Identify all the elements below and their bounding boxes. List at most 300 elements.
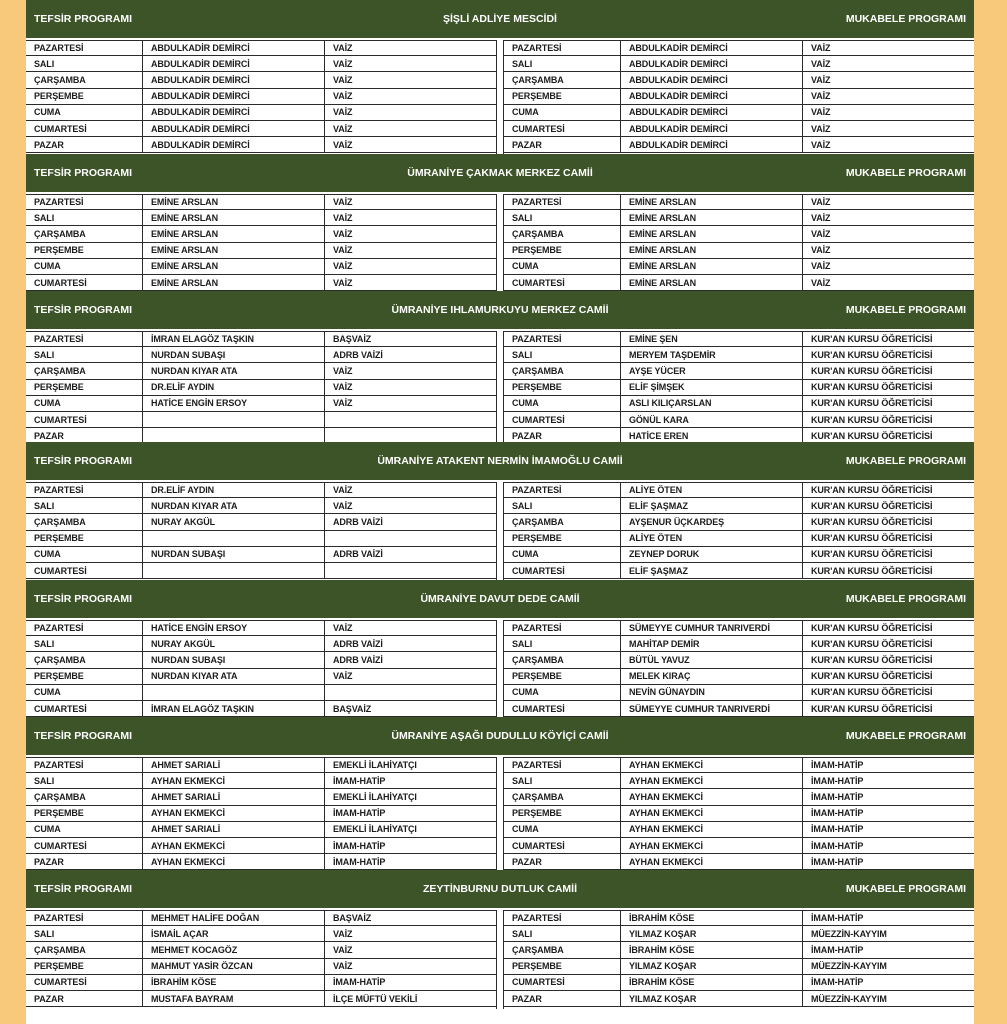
table-row — [26, 331, 496, 347]
table-row — [504, 636, 974, 652]
table-row — [504, 259, 974, 275]
title-cell — [325, 563, 496, 578]
name-cell: NEVİN GÜNAYDIN — [621, 685, 803, 700]
day-cell: PERŞEMBE — [26, 243, 143, 258]
day-cell: ÇARŞAMBA — [504, 226, 621, 241]
table-row — [504, 959, 974, 975]
name-cell — [143, 531, 325, 546]
title-cell: MÜEZZİN-KAYYIM — [811, 993, 887, 1004]
day-cell: PERŞEMBE — [504, 89, 621, 104]
table-row — [26, 226, 496, 242]
title-cell: VAİZ — [811, 107, 831, 118]
tefsir-table — [26, 620, 496, 717]
day-cell: CUMARTESİ — [504, 563, 621, 578]
day-cell: CUMARTESİ — [26, 121, 143, 136]
title-cell: VAİZ — [811, 91, 831, 102]
name-cell: ABDULKADİR DEMİRCİ — [621, 72, 803, 87]
column-divider — [496, 757, 504, 872]
column-divider — [496, 910, 504, 1009]
title-cell: KUR'AN KURSU ÖĞRETİCİSİ — [811, 365, 933, 376]
name-cell: ABDULKADİR DEMİRCİ — [621, 105, 803, 120]
table-row — [504, 363, 974, 379]
day-cell: ÇARŞAMBA — [504, 652, 621, 667]
title-cell: VAİZ — [333, 58, 353, 69]
table-row — [504, 275, 974, 291]
day-cell: PAZAR — [26, 854, 143, 869]
schedule-section — [26, 870, 974, 1009]
title-cell: KUR'AN KURSU ÖĞRETİCİSİ — [811, 430, 933, 441]
day-cell: PERŞEMBE — [26, 959, 143, 974]
table-row — [26, 854, 496, 870]
mosque-title: ÜMRANİYE ATAKENT NERMİN İMAMOĞLU CAMİİ — [377, 455, 623, 467]
table-row — [504, 531, 974, 547]
table-row — [26, 789, 496, 805]
table-row — [504, 991, 974, 1007]
table-row — [504, 910, 974, 926]
day-cell: SALI — [26, 926, 143, 941]
table-row — [26, 210, 496, 226]
day-cell: SALI — [26, 498, 143, 513]
name-cell: ABDULKADİR DEMİRCİ — [143, 105, 325, 120]
name-cell: NURAY AKGÜL — [143, 514, 325, 529]
day-cell: ÇARŞAMBA — [26, 652, 143, 667]
table-row — [26, 685, 496, 701]
schedule-section — [26, 291, 974, 446]
table-row — [26, 652, 496, 668]
title-cell: BAŞVAİZ — [333, 703, 372, 714]
title-cell: İLÇE MÜFTÜ VEKİLİ — [333, 993, 418, 1004]
name-cell: NURDAN KIYAR ATA — [143, 498, 325, 513]
title-cell: KUR'AN KURSU ÖĞRETİCİSİ — [811, 334, 933, 345]
day-cell: CUMARTESİ — [26, 563, 143, 578]
tefsir-program-label: TEFSİR PROGRAMI — [34, 730, 133, 742]
section-body — [26, 194, 974, 293]
tefsir-program-label: TEFSİR PROGRAMI — [34, 593, 133, 605]
table-row — [504, 926, 974, 942]
day-cell: CUMARTESİ — [26, 838, 143, 853]
schedule-section — [26, 154, 974, 293]
mukabele-table — [504, 194, 974, 291]
title-cell: İMAM-HATİP — [811, 760, 864, 771]
mukabele-table — [504, 757, 974, 870]
name-cell: EMİNE ARSLAN — [621, 226, 803, 241]
mukabele-table — [504, 910, 974, 1007]
mukabele-table — [504, 620, 974, 717]
name-cell: MERYEM TAŞDEMİR — [621, 347, 803, 362]
name-cell: HATİCE EREN — [621, 428, 803, 443]
day-cell: PERŞEMBE — [26, 380, 143, 395]
day-cell: ÇARŞAMBA — [504, 942, 621, 957]
table-row — [26, 412, 496, 428]
mosque-title: ÜMRANİYE DAVUT DEDE CAMİİ — [420, 593, 580, 605]
title-cell: EMEKLİ İLAHİYATÇI — [333, 791, 417, 802]
name-cell — [143, 563, 325, 578]
table-row — [26, 531, 496, 547]
day-cell: SALI — [26, 773, 143, 788]
column-divider — [496, 331, 504, 446]
schedule-document — [26, 0, 974, 1024]
title-cell: KUR'AN KURSU ÖĞRETİCİSİ — [811, 533, 933, 544]
title-cell: KUR'AN KURSU ÖĞRETİCİSİ — [811, 654, 933, 665]
table-row — [504, 620, 974, 636]
day-cell: PAZARTESİ — [26, 41, 143, 55]
title-cell: VAİZ — [333, 197, 353, 208]
name-cell: ABDULKADİR DEMİRCİ — [621, 121, 803, 136]
section-header — [26, 717, 974, 755]
column-divider — [496, 620, 504, 719]
name-cell: AHMET SARIALİ — [143, 758, 325, 772]
title-cell: KUR'AN KURSU ÖĞRETİCİSİ — [811, 687, 933, 698]
day-cell: ÇARŞAMBA — [26, 789, 143, 804]
table-row — [26, 547, 496, 563]
tefsir-table — [26, 40, 496, 153]
title-cell: KUR'AN KURSU ÖĞRETİCİSİ — [811, 565, 933, 576]
day-cell: PAZARTESİ — [504, 332, 621, 346]
section-header — [26, 442, 974, 480]
title-cell: VAİZ — [333, 91, 353, 102]
title-cell — [325, 412, 496, 427]
section-body — [26, 620, 974, 719]
name-cell: AYHAN EKMEKCİ — [621, 822, 803, 837]
section-header — [26, 870, 974, 908]
mosque-title: ÜMRANİYE AŞAĞI DUDULLU KÖYİÇİ CAMİİ — [391, 730, 609, 742]
table-row — [26, 275, 496, 291]
section-header — [26, 580, 974, 618]
title-cell: VAİZ — [333, 944, 353, 955]
tefsir-program-label: TEFSİR PROGRAMI — [34, 167, 133, 179]
name-cell: İBRAHİM KÖSE — [621, 942, 803, 957]
title-cell: VAİZ — [333, 398, 353, 409]
title-cell: KUR'AN KURSU ÖĞRETİCİSİ — [811, 703, 933, 714]
title-cell: VAİZ — [811, 245, 831, 256]
day-cell: ÇARŞAMBA — [504, 72, 621, 87]
name-cell: HATİCE ENGİN ERSOY — [143, 396, 325, 411]
table-row — [26, 838, 496, 854]
column-divider — [496, 482, 504, 581]
day-cell: PAZARTESİ — [26, 195, 143, 209]
day-cell: CUMA — [26, 547, 143, 562]
table-row — [504, 806, 974, 822]
day-cell: SALI — [504, 636, 621, 651]
table-row — [504, 194, 974, 210]
name-cell: HATİCE ENGİN ERSOY — [143, 621, 325, 635]
name-cell — [143, 412, 325, 427]
day-cell: CUMA — [504, 685, 621, 700]
day-cell: PERŞEMBE — [504, 243, 621, 258]
name-cell: AYHAN EKMEKCİ — [621, 789, 803, 804]
table-row — [26, 89, 496, 105]
title-cell: VAİZ — [333, 139, 353, 150]
name-cell: İBRAHİM KÖSE — [621, 911, 803, 925]
section-body — [26, 40, 974, 155]
day-cell: PAZARTESİ — [26, 911, 143, 925]
table-row — [26, 620, 496, 636]
day-cell: PAZARTESİ — [26, 758, 143, 772]
table-row — [26, 773, 496, 789]
title-cell: KUR'AN KURSU ÖĞRETİCİSİ — [811, 485, 933, 496]
mukabele-program-label: MUKABELE PROGRAMI — [845, 730, 966, 742]
day-cell: CUMARTESİ — [504, 412, 621, 427]
day-cell: PERŞEMBE — [26, 89, 143, 104]
table-row — [26, 105, 496, 121]
day-cell: SALI — [504, 498, 621, 513]
table-row — [504, 380, 974, 396]
title-cell: VAİZ — [333, 212, 353, 223]
day-cell: SALI — [26, 636, 143, 651]
day-cell: CUMARTESİ — [26, 275, 143, 290]
table-row — [504, 652, 974, 668]
title-cell: İMAM-HATİP — [811, 775, 864, 786]
day-cell: PAZAR — [504, 854, 621, 869]
column-divider — [496, 194, 504, 293]
name-cell: EMİNE ARSLAN — [143, 275, 325, 290]
name-cell: MELEK KIRAÇ — [621, 669, 803, 684]
title-cell: VAİZ — [333, 245, 353, 256]
day-cell: SALI — [26, 56, 143, 71]
day-cell: ÇARŞAMBA — [504, 514, 621, 529]
title-cell: VAİZ — [333, 961, 353, 972]
day-cell: PAZARTESİ — [504, 195, 621, 209]
title-cell: VAİZ — [333, 261, 353, 272]
title-cell: İMAM-HATİP — [811, 808, 864, 819]
name-cell: MEHMET KOCAGÖZ — [143, 942, 325, 957]
table-row — [504, 243, 974, 259]
title-cell: ADRB VAİZİ — [333, 638, 383, 649]
day-cell: CUMA — [26, 105, 143, 120]
day-cell: PAZAR — [504, 991, 621, 1006]
day-cell: PAZARTESİ — [26, 483, 143, 497]
table-row — [26, 757, 496, 773]
day-cell: ÇARŞAMBA — [26, 514, 143, 529]
title-cell: KUR'AN KURSU ÖĞRETİCİSİ — [811, 414, 933, 425]
day-cell: SALI — [26, 347, 143, 362]
title-cell: KUR'AN KURSU ÖĞRETİCİSİ — [811, 398, 933, 409]
name-cell: EMİNE ARSLAN — [621, 195, 803, 209]
title-cell: VAİZ — [811, 228, 831, 239]
day-cell: CUMA — [504, 547, 621, 562]
name-cell: ABDULKADİR DEMİRCİ — [621, 41, 803, 55]
table-row — [504, 331, 974, 347]
table-row — [26, 975, 496, 991]
day-cell: PAZARTESİ — [504, 621, 621, 635]
name-cell: AYHAN EKMEKCİ — [143, 854, 325, 869]
name-cell: MEHMET HALİFE DOĞAN — [143, 911, 325, 925]
day-cell: PERŞEMBE — [26, 669, 143, 684]
day-cell: ÇARŞAMBA — [26, 226, 143, 241]
table-row — [504, 226, 974, 242]
name-cell: AYŞE YÜCER — [621, 363, 803, 378]
day-cell: CUMARTESİ — [26, 975, 143, 990]
table-row — [26, 259, 496, 275]
name-cell: AHMET SARIALİ — [143, 789, 325, 804]
table-row — [26, 669, 496, 685]
table-row — [504, 757, 974, 773]
day-cell: CUMA — [504, 105, 621, 120]
name-cell: EMİNE ARSLAN — [621, 243, 803, 258]
title-cell: EMEKLİ İLAHİYATÇI — [333, 760, 417, 771]
table-row — [504, 822, 974, 838]
title-cell: VAİZ — [811, 277, 831, 288]
title-cell: İMAM-HATİP — [333, 856, 386, 867]
schedule-section — [26, 0, 974, 155]
mukabele-program-label: MUKABELE PROGRAMI — [845, 883, 966, 895]
table-row — [26, 347, 496, 363]
day-cell: ÇARŞAMBA — [26, 72, 143, 87]
day-cell: PAZARTESİ — [504, 483, 621, 497]
title-cell: KUR'AN KURSU ÖĞRETİCİSİ — [811, 500, 933, 511]
name-cell: SÜMEYYE CUMHUR TANRIVERDİ — [621, 621, 803, 635]
name-cell: GÖNÜL KARA — [621, 412, 803, 427]
name-cell: ALİYE ÖTEN — [621, 483, 803, 497]
title-cell: VAİZ — [333, 43, 353, 54]
name-cell — [143, 685, 325, 700]
name-cell: EMİNE ARSLAN — [621, 275, 803, 290]
day-cell: CUMA — [504, 259, 621, 274]
day-cell: CUMA — [504, 396, 621, 411]
table-row — [26, 991, 496, 1007]
schedule-section — [26, 580, 974, 719]
table-row — [26, 363, 496, 379]
name-cell: NURDAN KIYAR ATA — [143, 669, 325, 684]
table-row — [504, 838, 974, 854]
table-row — [504, 105, 974, 121]
table-row — [504, 121, 974, 137]
day-cell: SALI — [504, 56, 621, 71]
name-cell: EMİNE ARSLAN — [143, 259, 325, 274]
table-row — [26, 563, 496, 579]
name-cell: ABDULKADİR DEMİRCİ — [143, 137, 325, 152]
section-header — [26, 0, 974, 38]
name-cell: İBRAHİM KÖSE — [143, 975, 325, 990]
table-row — [26, 822, 496, 838]
table-row — [504, 773, 974, 789]
name-cell: EMİNE ARSLAN — [143, 243, 325, 258]
title-cell: KUR'AN KURSU ÖĞRETİCİSİ — [811, 516, 933, 527]
mukabele-table — [504, 331, 974, 444]
name-cell: AYHAN EKMEKCİ — [621, 854, 803, 869]
table-row — [26, 806, 496, 822]
day-cell: SALI — [26, 210, 143, 225]
name-cell: ABDULKADİR DEMİRCİ — [621, 89, 803, 104]
title-cell: VAİZ — [333, 928, 353, 939]
name-cell: MAHMUT YASİR ÖZCAN — [143, 959, 325, 974]
name-cell: ABDULKADİR DEMİRCİ — [143, 89, 325, 104]
mosque-title: ŞİŞLİ ADLİYE MESCİDİ — [443, 13, 557, 25]
title-cell: VAİZ — [811, 139, 831, 150]
day-cell: PERŞEMBE — [26, 806, 143, 821]
section-body — [26, 331, 974, 446]
tefsir-table — [26, 331, 496, 444]
table-row — [504, 685, 974, 701]
table-row — [504, 40, 974, 56]
title-cell: BAŞVAİZ — [333, 913, 372, 924]
name-cell: NURDAN SUBAŞI — [143, 547, 325, 562]
mukabele-program-label: MUKABELE PROGRAMI — [845, 455, 966, 467]
name-cell: ABDULKADİR DEMİRCİ — [143, 56, 325, 71]
title-cell: İMAM-HATİP — [811, 856, 864, 867]
title-cell — [325, 685, 496, 700]
title-cell: EMEKLİ İLAHİYATÇI — [333, 824, 417, 835]
title-cell: İMAM-HATİP — [811, 977, 864, 988]
day-cell: CUMA — [26, 396, 143, 411]
mukabele-program-label: MUKABELE PROGRAMI — [845, 13, 966, 25]
title-cell: VAİZ — [811, 58, 831, 69]
table-row — [504, 482, 974, 498]
tefsir-program-label: TEFSİR PROGRAMI — [34, 455, 133, 467]
day-cell: PERŞEMBE — [504, 806, 621, 821]
table-row — [504, 514, 974, 530]
title-cell — [325, 531, 496, 546]
title-cell: VAİZ — [811, 123, 831, 134]
table-row — [26, 56, 496, 72]
tefsir-program-label: TEFSİR PROGRAMI — [34, 13, 133, 25]
title-cell: VAİZ — [333, 382, 353, 393]
day-cell: PAZAR — [26, 428, 143, 443]
day-cell: CUMA — [504, 822, 621, 837]
day-cell: CUMA — [26, 685, 143, 700]
title-cell: KUR'AN KURSU ÖĞRETİCİSİ — [811, 671, 933, 682]
day-cell: PERŞEMBE — [504, 380, 621, 395]
tefsir-program-label: TEFSİR PROGRAMI — [34, 883, 133, 895]
table-row — [504, 347, 974, 363]
section-body — [26, 482, 974, 581]
title-cell: VAİZ — [811, 43, 831, 54]
title-cell: İMAM-HATİP — [333, 808, 386, 819]
mukabele-program-label: MUKABELE PROGRAMI — [845, 593, 966, 605]
table-row — [504, 975, 974, 991]
name-cell: SÜMEYYE CUMHUR TANRIVERDİ — [621, 701, 803, 716]
table-row — [504, 854, 974, 870]
tefsir-table — [26, 910, 496, 1007]
mosque-title: ZEYTİNBURNU DUTLUK CAMİİ — [423, 883, 577, 895]
section-body — [26, 910, 974, 1009]
name-cell: AYHAN EKMEKCİ — [143, 838, 325, 853]
table-row — [26, 701, 496, 717]
name-cell: NURDAN SUBAŞI — [143, 347, 325, 362]
title-cell: ADRB VAİZİ — [333, 516, 383, 527]
title-cell: VAİZ — [333, 623, 353, 634]
title-cell: BAŞVAİZ — [333, 334, 372, 345]
name-cell: ABDULKADİR DEMİRCİ — [143, 121, 325, 136]
name-cell: MUSTAFA BAYRAM — [143, 991, 325, 1006]
tefsir-table — [26, 194, 496, 291]
name-cell: DR.ELİF AYDIN — [143, 380, 325, 395]
title-cell: İMAM-HATİP — [811, 791, 864, 802]
table-row — [26, 482, 496, 498]
day-cell: ÇARŞAMBA — [26, 942, 143, 957]
schedule-section — [26, 442, 974, 581]
name-cell: EMİNE ARSLAN — [143, 195, 325, 209]
day-cell: PAZAR — [504, 428, 621, 443]
name-cell: İMRAN ELAGÖZ TAŞKIN — [143, 332, 325, 346]
name-cell: ABDULKADİR DEMİRCİ — [143, 41, 325, 55]
name-cell: İMRAN ELAGÖZ TAŞKIN — [143, 701, 325, 716]
section-header — [26, 291, 974, 329]
title-cell: VAİZ — [811, 197, 831, 208]
table-row — [26, 121, 496, 137]
table-row — [26, 942, 496, 958]
day-cell: CUMARTESİ — [504, 275, 621, 290]
mosque-title: ÜMRANİYE ÇAKMAK MERKEZ CAMİİ — [407, 167, 593, 179]
name-cell: EMİNE ARSLAN — [143, 226, 325, 241]
day-cell: PERŞEMBE — [504, 959, 621, 974]
day-cell: ÇARŞAMBA — [26, 363, 143, 378]
title-cell: VAİZ — [333, 365, 353, 376]
table-row — [26, 243, 496, 259]
name-cell: NURDAN KIYAR ATA — [143, 363, 325, 378]
day-cell: PERŞEMBE — [504, 531, 621, 546]
title-cell: VAİZ — [333, 107, 353, 118]
